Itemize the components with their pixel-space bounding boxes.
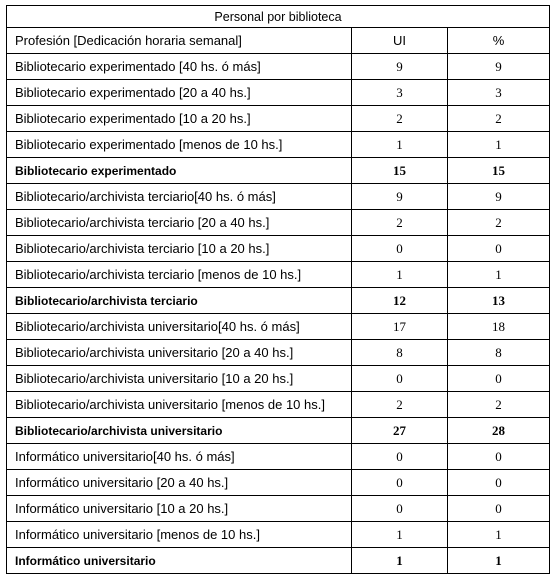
row-ui-value: 0 bbox=[352, 444, 448, 470]
row-label: Informático universitario bbox=[7, 548, 352, 574]
row-label: Bibliotecario experimentado [10 a 20 hs.] bbox=[7, 106, 352, 132]
row-percent-value: 9 bbox=[448, 184, 550, 210]
row-label: Informático universitario [20 a 40 hs.] bbox=[7, 470, 352, 496]
row-percent-value: 18 bbox=[448, 314, 550, 340]
table-row bbox=[7, 106, 550, 132]
row-percent-value: 2 bbox=[448, 106, 550, 132]
header-percent: % bbox=[448, 28, 550, 54]
row-label: Bibliotecario experimentado [20 a 40 hs.] bbox=[7, 80, 352, 106]
row-ui-value: 0 bbox=[352, 366, 448, 392]
row-percent-value: 0 bbox=[448, 236, 550, 262]
row-label: Bibliotecario/archivista universitario[40 hs. ó más] bbox=[7, 314, 352, 340]
table-row bbox=[7, 340, 550, 366]
table-body bbox=[7, 54, 550, 574]
row-ui-value: 9 bbox=[352, 54, 448, 80]
table-row bbox=[7, 314, 550, 340]
table-row bbox=[7, 262, 550, 288]
row-percent-value: 15 bbox=[448, 158, 550, 184]
row-label: Bibliotecario/archivista terciario [menos de 10 hs.] bbox=[7, 262, 352, 288]
row-label: Bibliotecario experimentado [40 hs. ó más] bbox=[7, 54, 352, 80]
row-ui-value: 3 bbox=[352, 80, 448, 106]
row-ui-value: 1 bbox=[352, 262, 448, 288]
table-row bbox=[7, 236, 550, 262]
table-row bbox=[7, 132, 550, 158]
row-ui-value: 0 bbox=[352, 496, 448, 522]
row-percent-value: 0 bbox=[448, 366, 550, 392]
row-percent-value: 1 bbox=[448, 262, 550, 288]
row-ui-value: 1 bbox=[352, 132, 448, 158]
row-label: Bibliotecario/archivista terciario[40 hs. ó más] bbox=[7, 184, 352, 210]
row-percent-value: 8 bbox=[448, 340, 550, 366]
table-title: Personal por biblioteca bbox=[7, 6, 550, 28]
row-ui-value: 17 bbox=[352, 314, 448, 340]
subtotal-row bbox=[7, 548, 550, 574]
header-profession: Profesión [Dedicación horaria semanal] bbox=[7, 28, 352, 54]
row-percent-value: 1 bbox=[448, 522, 550, 548]
row-percent-value: 0 bbox=[448, 470, 550, 496]
row-ui-value: 15 bbox=[352, 158, 448, 184]
row-ui-value: 12 bbox=[352, 288, 448, 314]
table-row bbox=[7, 470, 550, 496]
table-row bbox=[7, 184, 550, 210]
row-label: Bibliotecario/archivista terciario [20 a 40 hs.] bbox=[7, 210, 352, 236]
header-ui: UI bbox=[352, 28, 448, 54]
row-label: Informático universitario [menos de 10 hs.] bbox=[7, 522, 352, 548]
row-ui-value: 1 bbox=[352, 548, 448, 574]
row-ui-value: 27 bbox=[352, 418, 448, 444]
table-title-row bbox=[7, 6, 550, 28]
row-ui-value: 8 bbox=[352, 340, 448, 366]
row-percent-value: 2 bbox=[448, 210, 550, 236]
row-ui-value: 2 bbox=[352, 210, 448, 236]
table-row bbox=[7, 444, 550, 470]
row-percent-value: 0 bbox=[448, 496, 550, 522]
row-percent-value: 13 bbox=[448, 288, 550, 314]
row-label: Bibliotecario experimentado [menos de 10 hs.] bbox=[7, 132, 352, 158]
row-percent-value: 1 bbox=[448, 548, 550, 574]
table-row bbox=[7, 522, 550, 548]
row-percent-value: 0 bbox=[448, 444, 550, 470]
table-row bbox=[7, 54, 550, 80]
table-row bbox=[7, 210, 550, 236]
subtotal-row bbox=[7, 418, 550, 444]
table-header-row bbox=[7, 28, 550, 54]
row-ui-value: 2 bbox=[352, 392, 448, 418]
row-label: Bibliotecario/archivista terciario bbox=[7, 288, 352, 314]
row-percent-value: 9 bbox=[448, 54, 550, 80]
row-label: Bibliotecario/archivista universitario [menos de 10 hs.] bbox=[7, 392, 352, 418]
row-label: Bibliotecario experimentado bbox=[7, 158, 352, 184]
row-percent-value: 1 bbox=[448, 132, 550, 158]
row-ui-value: 0 bbox=[352, 236, 448, 262]
row-ui-value: 9 bbox=[352, 184, 448, 210]
row-ui-value: 1 bbox=[352, 522, 448, 548]
row-ui-value: 0 bbox=[352, 470, 448, 496]
row-percent-value: 2 bbox=[448, 392, 550, 418]
row-ui-value: 2 bbox=[352, 106, 448, 132]
row-label: Informático universitario[40 hs. ó más] bbox=[7, 444, 352, 470]
row-label: Informático universitario [10 a 20 hs.] bbox=[7, 496, 352, 522]
row-label: Bibliotecario/archivista universitario [10 a 20 hs.] bbox=[7, 366, 352, 392]
row-label: Bibliotecario/archivista universitario bbox=[7, 418, 352, 444]
staff-table bbox=[6, 5, 550, 574]
subtotal-row bbox=[7, 158, 550, 184]
row-label: Bibliotecario/archivista terciario [10 a 20 hs.] bbox=[7, 236, 352, 262]
table-row bbox=[7, 80, 550, 106]
table-row bbox=[7, 392, 550, 418]
subtotal-row bbox=[7, 288, 550, 314]
row-label: Bibliotecario/archivista universitario [20 a 40 hs.] bbox=[7, 340, 352, 366]
row-percent-value: 3 bbox=[448, 80, 550, 106]
row-percent-value: 28 bbox=[448, 418, 550, 444]
table-row bbox=[7, 496, 550, 522]
table-row bbox=[7, 366, 550, 392]
